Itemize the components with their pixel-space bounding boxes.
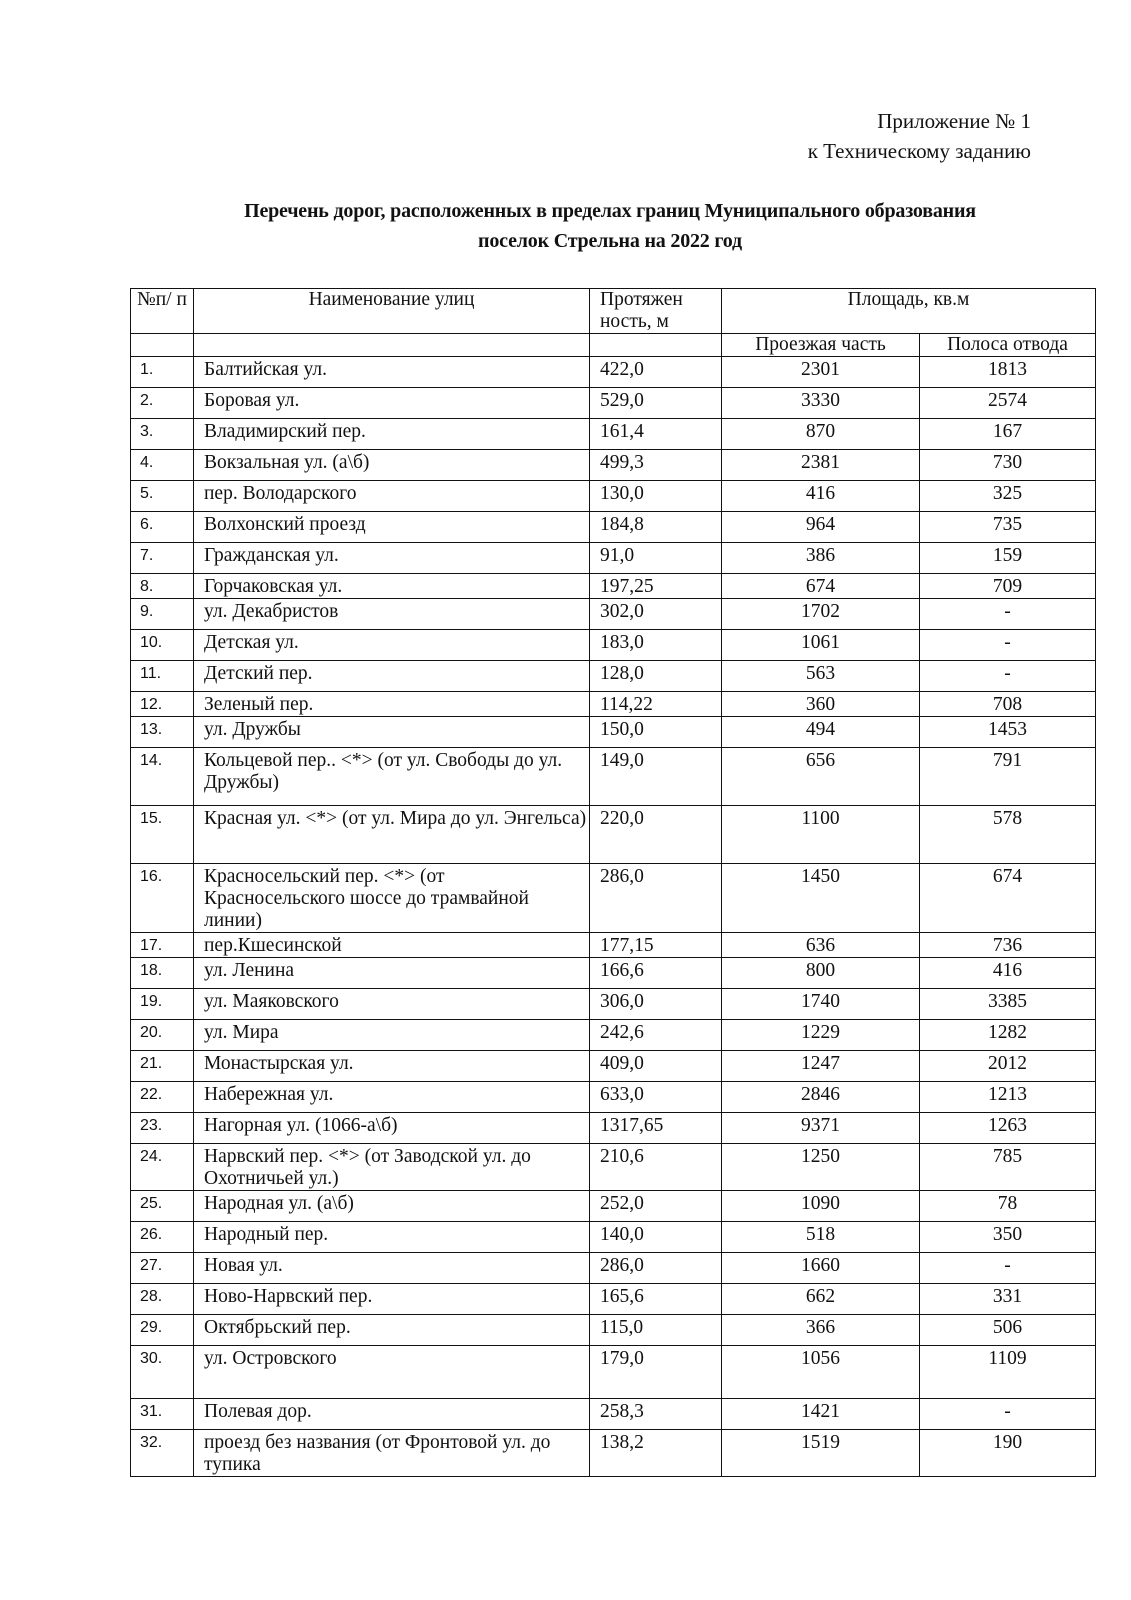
- street-length: 197,25: [590, 574, 722, 599]
- carriageway-area: 518: [722, 1222, 920, 1253]
- row-number: 2.: [131, 388, 194, 419]
- carriageway-area: 1450: [722, 864, 920, 933]
- street-length: 529,0: [590, 388, 722, 419]
- title-line-2: поселок Стрельна на 2022 год: [478, 230, 742, 252]
- street-length: 409,0: [590, 1051, 722, 1082]
- subheader-empty-length: [590, 334, 722, 357]
- table-row: [131, 806, 1096, 864]
- street-name: ул. Декабристов: [194, 599, 590, 630]
- header-area: Площадь, кв.м: [722, 289, 1096, 334]
- right-of-way-area: 709: [920, 574, 1096, 599]
- street-length: 128,0: [590, 661, 722, 692]
- title-line-1: Перечень дорог, расположенных в пределах границ Муниципального образования: [244, 200, 976, 222]
- row-number: 29.: [131, 1315, 194, 1346]
- street-name: Ново-Нарвский пер.: [194, 1284, 590, 1315]
- carriageway-area: 1229: [722, 1020, 920, 1051]
- row-number: 1.: [131, 357, 194, 388]
- carriageway-area: 1100: [722, 806, 920, 864]
- street-name: ул. Дружбы: [194, 717, 590, 748]
- street-name: Владимирский пер.: [194, 419, 590, 450]
- street-name: Красносельский пер. <*> (от Красносельского шоссе до трамвайной линии): [194, 864, 590, 933]
- table-row: [131, 1253, 1096, 1284]
- row-number: 19.: [131, 989, 194, 1020]
- header-length: Протяжен ность, м: [590, 289, 722, 334]
- right-of-way-area: 416: [920, 958, 1096, 989]
- street-name: ул. Мира: [194, 1020, 590, 1051]
- street-name: Октябрьский пер.: [194, 1315, 590, 1346]
- table-row: [131, 481, 1096, 512]
- right-of-way-area: 708: [920, 692, 1096, 717]
- table-row: [131, 1315, 1096, 1346]
- carriageway-area: 1702: [722, 599, 920, 630]
- right-of-way-area: 736: [920, 933, 1096, 958]
- street-name: ул. Маяковского: [194, 989, 590, 1020]
- table-row: [131, 1430, 1096, 1477]
- row-number: 32.: [131, 1430, 194, 1477]
- street-length: 149,0: [590, 748, 722, 806]
- carriageway-area: 494: [722, 717, 920, 748]
- right-of-way-area: 674: [920, 864, 1096, 933]
- table-row: [131, 1113, 1096, 1144]
- street-name: Набережная ул.: [194, 1082, 590, 1113]
- carriageway-area: 366: [722, 1315, 920, 1346]
- carriageway-area: 636: [722, 933, 920, 958]
- row-number: 8.: [131, 574, 194, 599]
- row-number: 12.: [131, 692, 194, 717]
- header-carriageway: Проезжая часть: [722, 334, 920, 357]
- right-of-way-area: 506: [920, 1315, 1096, 1346]
- street-name: пер. Володарского: [194, 481, 590, 512]
- row-number: 17.: [131, 933, 194, 958]
- carriageway-area: 800: [722, 958, 920, 989]
- row-number: 6.: [131, 512, 194, 543]
- row-number: 10.: [131, 630, 194, 661]
- street-length: 1317,65: [590, 1113, 722, 1144]
- table-row: [131, 1020, 1096, 1051]
- street-length: 130,0: [590, 481, 722, 512]
- street-length: 138,2: [590, 1430, 722, 1477]
- carriageway-area: 9371: [722, 1113, 920, 1144]
- row-number: 24.: [131, 1144, 194, 1191]
- row-number: 16.: [131, 864, 194, 933]
- table-row: [131, 419, 1096, 450]
- street-length: 184,8: [590, 512, 722, 543]
- street-length: 286,0: [590, 1253, 722, 1284]
- street-length: 166,6: [590, 958, 722, 989]
- row-number: 4.: [131, 450, 194, 481]
- carriageway-area: 662: [722, 1284, 920, 1315]
- row-number: 22.: [131, 1082, 194, 1113]
- table-row: [131, 1399, 1096, 1430]
- right-of-way-area: 167: [920, 419, 1096, 450]
- table-row: [131, 661, 1096, 692]
- row-number: 13.: [131, 717, 194, 748]
- carriageway-area: 1056: [722, 1346, 920, 1399]
- carriageway-area: 674: [722, 574, 920, 599]
- street-length: 210,6: [590, 1144, 722, 1191]
- street-name: Монастырская ул.: [194, 1051, 590, 1082]
- right-of-way-area: 2574: [920, 388, 1096, 419]
- row-number: 26.: [131, 1222, 194, 1253]
- street-name: Новая ул.: [194, 1253, 590, 1284]
- right-of-way-area: 1453: [920, 717, 1096, 748]
- street-name: ул. Островского: [194, 1346, 590, 1399]
- street-name: Нарвский пер. <*> (от Заводской ул. до Охотничьей ул.): [194, 1144, 590, 1191]
- right-of-way-area: 331: [920, 1284, 1096, 1315]
- carriageway-area: 563: [722, 661, 920, 692]
- street-name: Вокзальная ул. (а\б): [194, 450, 590, 481]
- table-row: [131, 1051, 1096, 1082]
- table-row: [131, 1222, 1096, 1253]
- right-of-way-area: 1263: [920, 1113, 1096, 1144]
- appendix-reference: [808, 106, 1031, 166]
- table-row: [131, 1144, 1096, 1191]
- carriageway-area: 1061: [722, 630, 920, 661]
- street-length: 242,6: [590, 1020, 722, 1051]
- table-row: [131, 512, 1096, 543]
- row-number: 3.: [131, 419, 194, 450]
- row-number: 31.: [131, 1399, 194, 1430]
- right-of-way-area: 190: [920, 1430, 1096, 1477]
- street-name: Гражданская ул.: [194, 543, 590, 574]
- street-name: Народная ул. (а\б): [194, 1191, 590, 1222]
- street-name: Зеленый пер.: [194, 692, 590, 717]
- right-of-way-area: 1282: [920, 1020, 1096, 1051]
- street-length: 422,0: [590, 357, 722, 388]
- street-length: 115,0: [590, 1315, 722, 1346]
- table-row: [131, 1346, 1096, 1399]
- right-of-way-area: 785: [920, 1144, 1096, 1191]
- row-number: 27.: [131, 1253, 194, 1284]
- table-row: [131, 357, 1096, 388]
- street-length: 286,0: [590, 864, 722, 933]
- header-right-of-way: Полоса отвода: [920, 334, 1096, 357]
- row-number: 15.: [131, 806, 194, 864]
- header-num: №п/ п: [131, 289, 194, 334]
- carriageway-area: 360: [722, 692, 920, 717]
- table-row: [131, 748, 1096, 806]
- table-row: [131, 574, 1096, 599]
- right-of-way-area: -: [920, 1399, 1096, 1430]
- table-row: [131, 864, 1096, 933]
- street-length: 252,0: [590, 1191, 722, 1222]
- carriageway-area: 1250: [722, 1144, 920, 1191]
- street-length: 165,6: [590, 1284, 722, 1315]
- street-name: Детская ул.: [194, 630, 590, 661]
- street-length: 633,0: [590, 1082, 722, 1113]
- header-name: Наименование улиц: [194, 289, 590, 334]
- street-length: 258,3: [590, 1399, 722, 1430]
- right-of-way-area: 78: [920, 1191, 1096, 1222]
- street-name: ул. Ленина: [194, 958, 590, 989]
- street-name: проезд без названия (от Фронтовой ул. до тупика: [194, 1430, 590, 1477]
- street-name: Полевая дор.: [194, 1399, 590, 1430]
- carriageway-area: 1421: [722, 1399, 920, 1430]
- row-number: 14.: [131, 748, 194, 806]
- street-name: Детский пер.: [194, 661, 590, 692]
- table-row: [131, 599, 1096, 630]
- row-number: 20.: [131, 1020, 194, 1051]
- right-of-way-area: 159: [920, 543, 1096, 574]
- subheader-empty-name: [194, 334, 590, 357]
- table-row: [131, 543, 1096, 574]
- right-of-way-area: 791: [920, 748, 1096, 806]
- carriageway-area: 2301: [722, 357, 920, 388]
- street-length: 150,0: [590, 717, 722, 748]
- right-of-way-area: 578: [920, 806, 1096, 864]
- table-row: [131, 692, 1096, 717]
- street-length: 114,22: [590, 692, 722, 717]
- right-of-way-area: 735: [920, 512, 1096, 543]
- right-of-way-area: -: [920, 599, 1096, 630]
- table-row: [131, 717, 1096, 748]
- roads-table: [130, 288, 1096, 1477]
- table-row: [131, 450, 1096, 481]
- table-row: [131, 630, 1096, 661]
- street-length: 220,0: [590, 806, 722, 864]
- right-of-way-area: 3385: [920, 989, 1096, 1020]
- right-of-way-area: -: [920, 630, 1096, 661]
- subheader-row: [131, 334, 1096, 357]
- carriageway-area: 656: [722, 748, 920, 806]
- row-number: 9.: [131, 599, 194, 630]
- carriageway-area: 964: [722, 512, 920, 543]
- row-number: 5.: [131, 481, 194, 512]
- row-number: 23.: [131, 1113, 194, 1144]
- street-length: 91,0: [590, 543, 722, 574]
- carriageway-area: 1660: [722, 1253, 920, 1284]
- table-row: [131, 1191, 1096, 1222]
- right-of-way-area: 1109: [920, 1346, 1096, 1399]
- table-row: [131, 958, 1096, 989]
- row-number: 18.: [131, 958, 194, 989]
- street-length: 306,0: [590, 989, 722, 1020]
- street-name: Красная ул. <*> (от ул. Мира до ул. Энгельса): [194, 806, 590, 864]
- subheader-empty-num: [131, 334, 194, 357]
- table-row: [131, 933, 1096, 958]
- table-row: [131, 388, 1096, 419]
- right-of-way-area: -: [920, 661, 1096, 692]
- right-of-way-area: 730: [920, 450, 1096, 481]
- carriageway-area: 870: [722, 419, 920, 450]
- street-name: Горчаковская ул.: [194, 574, 590, 599]
- carriageway-area: 1090: [722, 1191, 920, 1222]
- street-name: Балтийская ул.: [194, 357, 590, 388]
- street-length: 161,4: [590, 419, 722, 450]
- street-name: Боровая ул.: [194, 388, 590, 419]
- street-length: 177,15: [590, 933, 722, 958]
- row-number: 21.: [131, 1051, 194, 1082]
- street-name: Народный пер.: [194, 1222, 590, 1253]
- carriageway-area: 2846: [722, 1082, 920, 1113]
- carriageway-area: 386: [722, 543, 920, 574]
- appendix-number: Приложение № 1: [877, 109, 1031, 133]
- street-length: 499,3: [590, 450, 722, 481]
- carriageway-area: 416: [722, 481, 920, 512]
- carriageway-area: 3330: [722, 388, 920, 419]
- right-of-way-area: 325: [920, 481, 1096, 512]
- street-length: 140,0: [590, 1222, 722, 1253]
- street-name: Кольцевой пер.. <*> (от ул. Свободы до ул. Дружбы): [194, 748, 590, 806]
- header-row: [131, 289, 1096, 334]
- street-length: 183,0: [590, 630, 722, 661]
- table-row: [131, 989, 1096, 1020]
- row-number: 25.: [131, 1191, 194, 1222]
- right-of-way-area: -: [920, 1253, 1096, 1284]
- street-length: 179,0: [590, 1346, 722, 1399]
- row-number: 28.: [131, 1284, 194, 1315]
- right-of-way-area: 1213: [920, 1082, 1096, 1113]
- street-name: Нагорная ул. (1066-а\б): [194, 1113, 590, 1144]
- street-name: пер.Кшесинской: [194, 933, 590, 958]
- carriageway-area: 1247: [722, 1051, 920, 1082]
- carriageway-area: 2381: [722, 450, 920, 481]
- right-of-way-area: 1813: [920, 357, 1096, 388]
- table-row: [131, 1284, 1096, 1315]
- right-of-way-area: 350: [920, 1222, 1096, 1253]
- carriageway-area: 1740: [722, 989, 920, 1020]
- table-row: [131, 1082, 1096, 1113]
- appendix-subtitle: к Техническому заданию: [807, 139, 1031, 163]
- carriageway-area: 1519: [722, 1430, 920, 1477]
- street-name: Волхонский проезд: [194, 512, 590, 543]
- row-number: 11.: [131, 661, 194, 692]
- row-number: 7.: [131, 543, 194, 574]
- street-length: 302,0: [590, 599, 722, 630]
- row-number: 30.: [131, 1346, 194, 1399]
- document-title: [130, 196, 1090, 256]
- right-of-way-area: 2012: [920, 1051, 1096, 1082]
